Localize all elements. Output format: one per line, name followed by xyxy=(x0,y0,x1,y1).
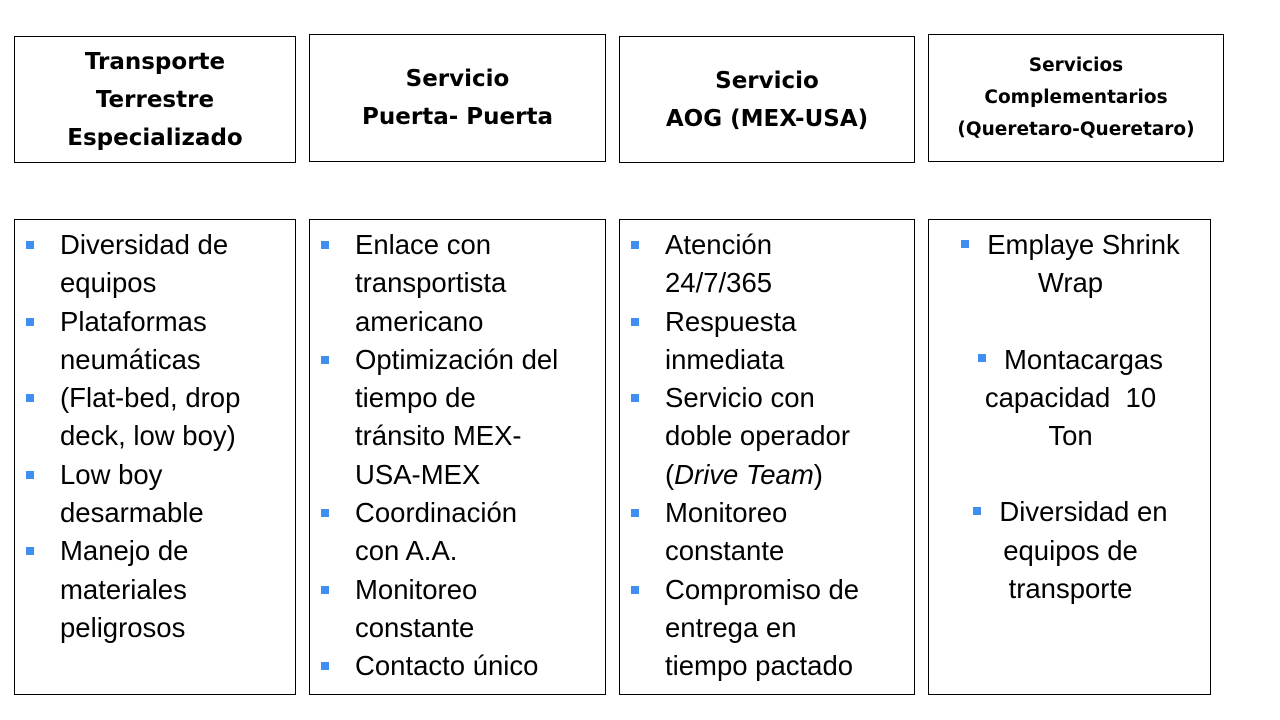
list-item: Montacargas capacidad 10 Ton xyxy=(933,341,1208,456)
header-line: Puerta- Puerta xyxy=(362,104,553,130)
square-bullet-icon xyxy=(26,318,34,326)
square-bullet-icon xyxy=(631,318,639,326)
list-item: Emplaye Shrink Wrap xyxy=(933,226,1208,303)
list-item: Contacto único xyxy=(321,647,605,685)
list-item: Monitoreo constante xyxy=(631,494,914,571)
list-item: Manejo de materiales peligrosos xyxy=(26,532,294,647)
square-bullet-icon xyxy=(26,471,34,479)
square-bullet-icon xyxy=(631,241,639,249)
services-list xyxy=(631,226,914,686)
list-item: Respuesta inmediata xyxy=(631,303,914,380)
list-item: Diversidad de equipos xyxy=(26,226,294,303)
header-line: Complementarios xyxy=(984,87,1168,108)
header-line: Servicios xyxy=(1028,55,1124,76)
header-line: Especializado xyxy=(67,124,243,151)
square-bullet-icon xyxy=(26,394,34,402)
header-line: Servicio xyxy=(405,66,510,92)
square-bullet-icon xyxy=(321,586,329,594)
list-item: Plataformas neumáticas xyxy=(26,303,294,380)
square-bullet-icon xyxy=(961,240,969,248)
list-item: Low boy desarmable xyxy=(26,456,294,533)
list-item: Compromiso de entrega en tiempo pactado xyxy=(631,571,914,686)
services-list xyxy=(26,226,294,647)
square-bullet-icon xyxy=(973,507,981,515)
list-item: Optimización del tiempo de tránsito MEX- USA-MEX xyxy=(321,341,605,494)
square-bullet-icon xyxy=(321,241,329,249)
services-list xyxy=(933,226,1208,608)
square-bullet-icon xyxy=(321,509,329,517)
list-item: Monitoreo constante xyxy=(321,571,605,648)
column-aog xyxy=(619,219,915,695)
list-item: Atención 24/7/365 xyxy=(631,226,914,303)
list-item: Enlace con transportista americano xyxy=(321,226,605,341)
header-puerta-puerta xyxy=(309,34,606,162)
services-list xyxy=(321,226,605,686)
square-bullet-icon xyxy=(978,354,986,362)
column-puerta-puerta xyxy=(309,219,606,695)
header-line: Servicio xyxy=(715,67,819,94)
list-item: (Flat-bed, drop deck, low boy) xyxy=(26,379,294,456)
column-servicios-complementarios xyxy=(928,219,1211,695)
square-bullet-icon xyxy=(26,241,34,249)
header-line: Transporte xyxy=(84,48,226,75)
list-item: Servicio con doble operador (Drive Team) xyxy=(631,379,914,494)
square-bullet-icon xyxy=(321,662,329,670)
square-bullet-icon xyxy=(26,547,34,555)
square-bullet-icon xyxy=(321,356,329,364)
square-bullet-icon xyxy=(631,586,639,594)
header-transporte-terrestre xyxy=(14,36,296,163)
header-line: AOG (MEX-USA) xyxy=(665,105,869,132)
header-line: Terrestre xyxy=(95,86,215,113)
drive-team-line: (Drive Team) xyxy=(665,458,823,490)
list-item: Diversidad en equipos de transporte xyxy=(933,493,1208,608)
square-bullet-icon xyxy=(631,509,639,517)
header-aog xyxy=(619,36,915,163)
column-transporte-terrestre xyxy=(14,219,296,695)
list-item: Coordinación con A.A. xyxy=(321,494,605,571)
square-bullet-icon xyxy=(631,394,639,402)
header-servicios-complementarios xyxy=(928,34,1224,162)
header-line: (Queretaro-Queretaro) xyxy=(957,119,1195,140)
